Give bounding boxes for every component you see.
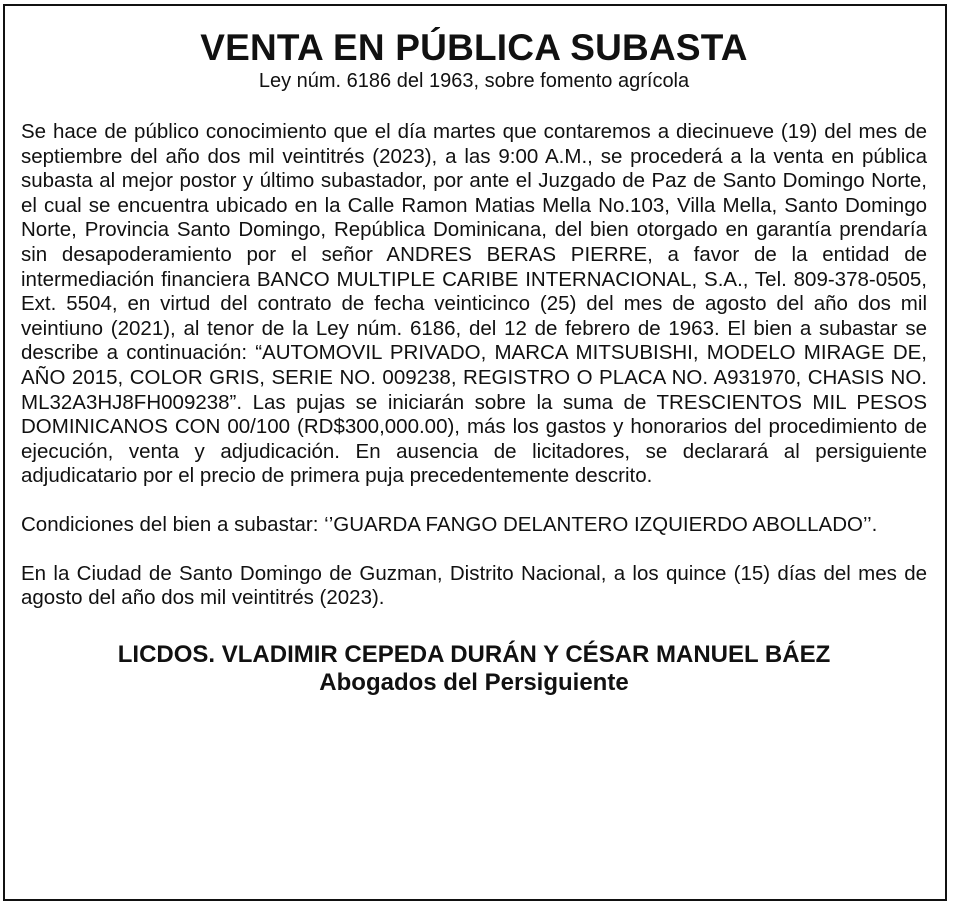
signature-block [21,641,927,697]
auction-details-paragraph: Se hace de público conocimiento que el día martes que contaremos a diecinueve (19) del mes de septiembre del año dos mil veintitrés (2023), a las 9:00 A.M., se procederá a la venta en pública subasta al mejor postor y último subastador, por ante el Juzgado de Paz de Santo Domingo Norte, el cual se encuentra ubicado en la Calle Ramon Matias Mella No.103, Villa Mella, Santo Domingo Norte, Provincia Santo Domingo, República Dominicana, del bien otorgado en garantía prendaría sin desapoderamiento por el señor ANDRES BERAS PIERRE, a favor de la entidad de intermediación financiera BANCO MULTIPLE CARIBE INTERNACIONAL, S.A., Tel. 809-378-0505, Ext. 5504, en virtud del contrato de fecha veinticinco (25) del mes de agosto del año dos mil veintiuno (2021), al tenor de la Ley núm. 6186, del 12 de febrero de 1963. El bien a subastar se describe a continuación: “AUTOMOVIL PRIVADO, MARCA MITSUBISHI, MODELO MIRAGE DE, AÑO 2015, COLOR GRIS, SERIE NO. 009238, REGISTRO O PLACA NO. A931970, CHASIS NO. ML32A3HJ8FH009238”. Las pujas se iniciarán sobre la suma de TRESCIENTOS MIL PESOS DOMINICANOS CON 00/100 (RD$300,000.00), más los gastos y honorarios del procedimiento de ejecución, venta y adjudicación. En ausencia de licitadores, se declarará al persiguiente adjudicatario por el precio de primera puja precedentemente descrito. [21,120,927,488]
place-date-paragraph: En la Ciudad de Santo Domingo de Guzman, Distrito Nacional, a los quince (15) días del mes de agosto del año dos mil veintitrés (2023). [21,561,927,610]
signature-names: LICDOS. VLADIMIR CEPEDA DURÁN Y CÉSAR MANUEL BÁEZ [117,640,831,668]
conditions-paragraph: Condiciones del bien a subastar: ‘’GUARDA FANGO DELANTERO IZQUIERDO ABOLLADO’’. [21,512,878,536]
notice-title: VENTA EN PÚBLICA SUBASTA [200,27,748,68]
signature-role: Abogados del Persiguiente [319,668,629,696]
notice-content [21,28,927,697]
notice-subtitle: Ley núm. 6186 del 1963, sobre fomento agrícola [258,70,690,92]
